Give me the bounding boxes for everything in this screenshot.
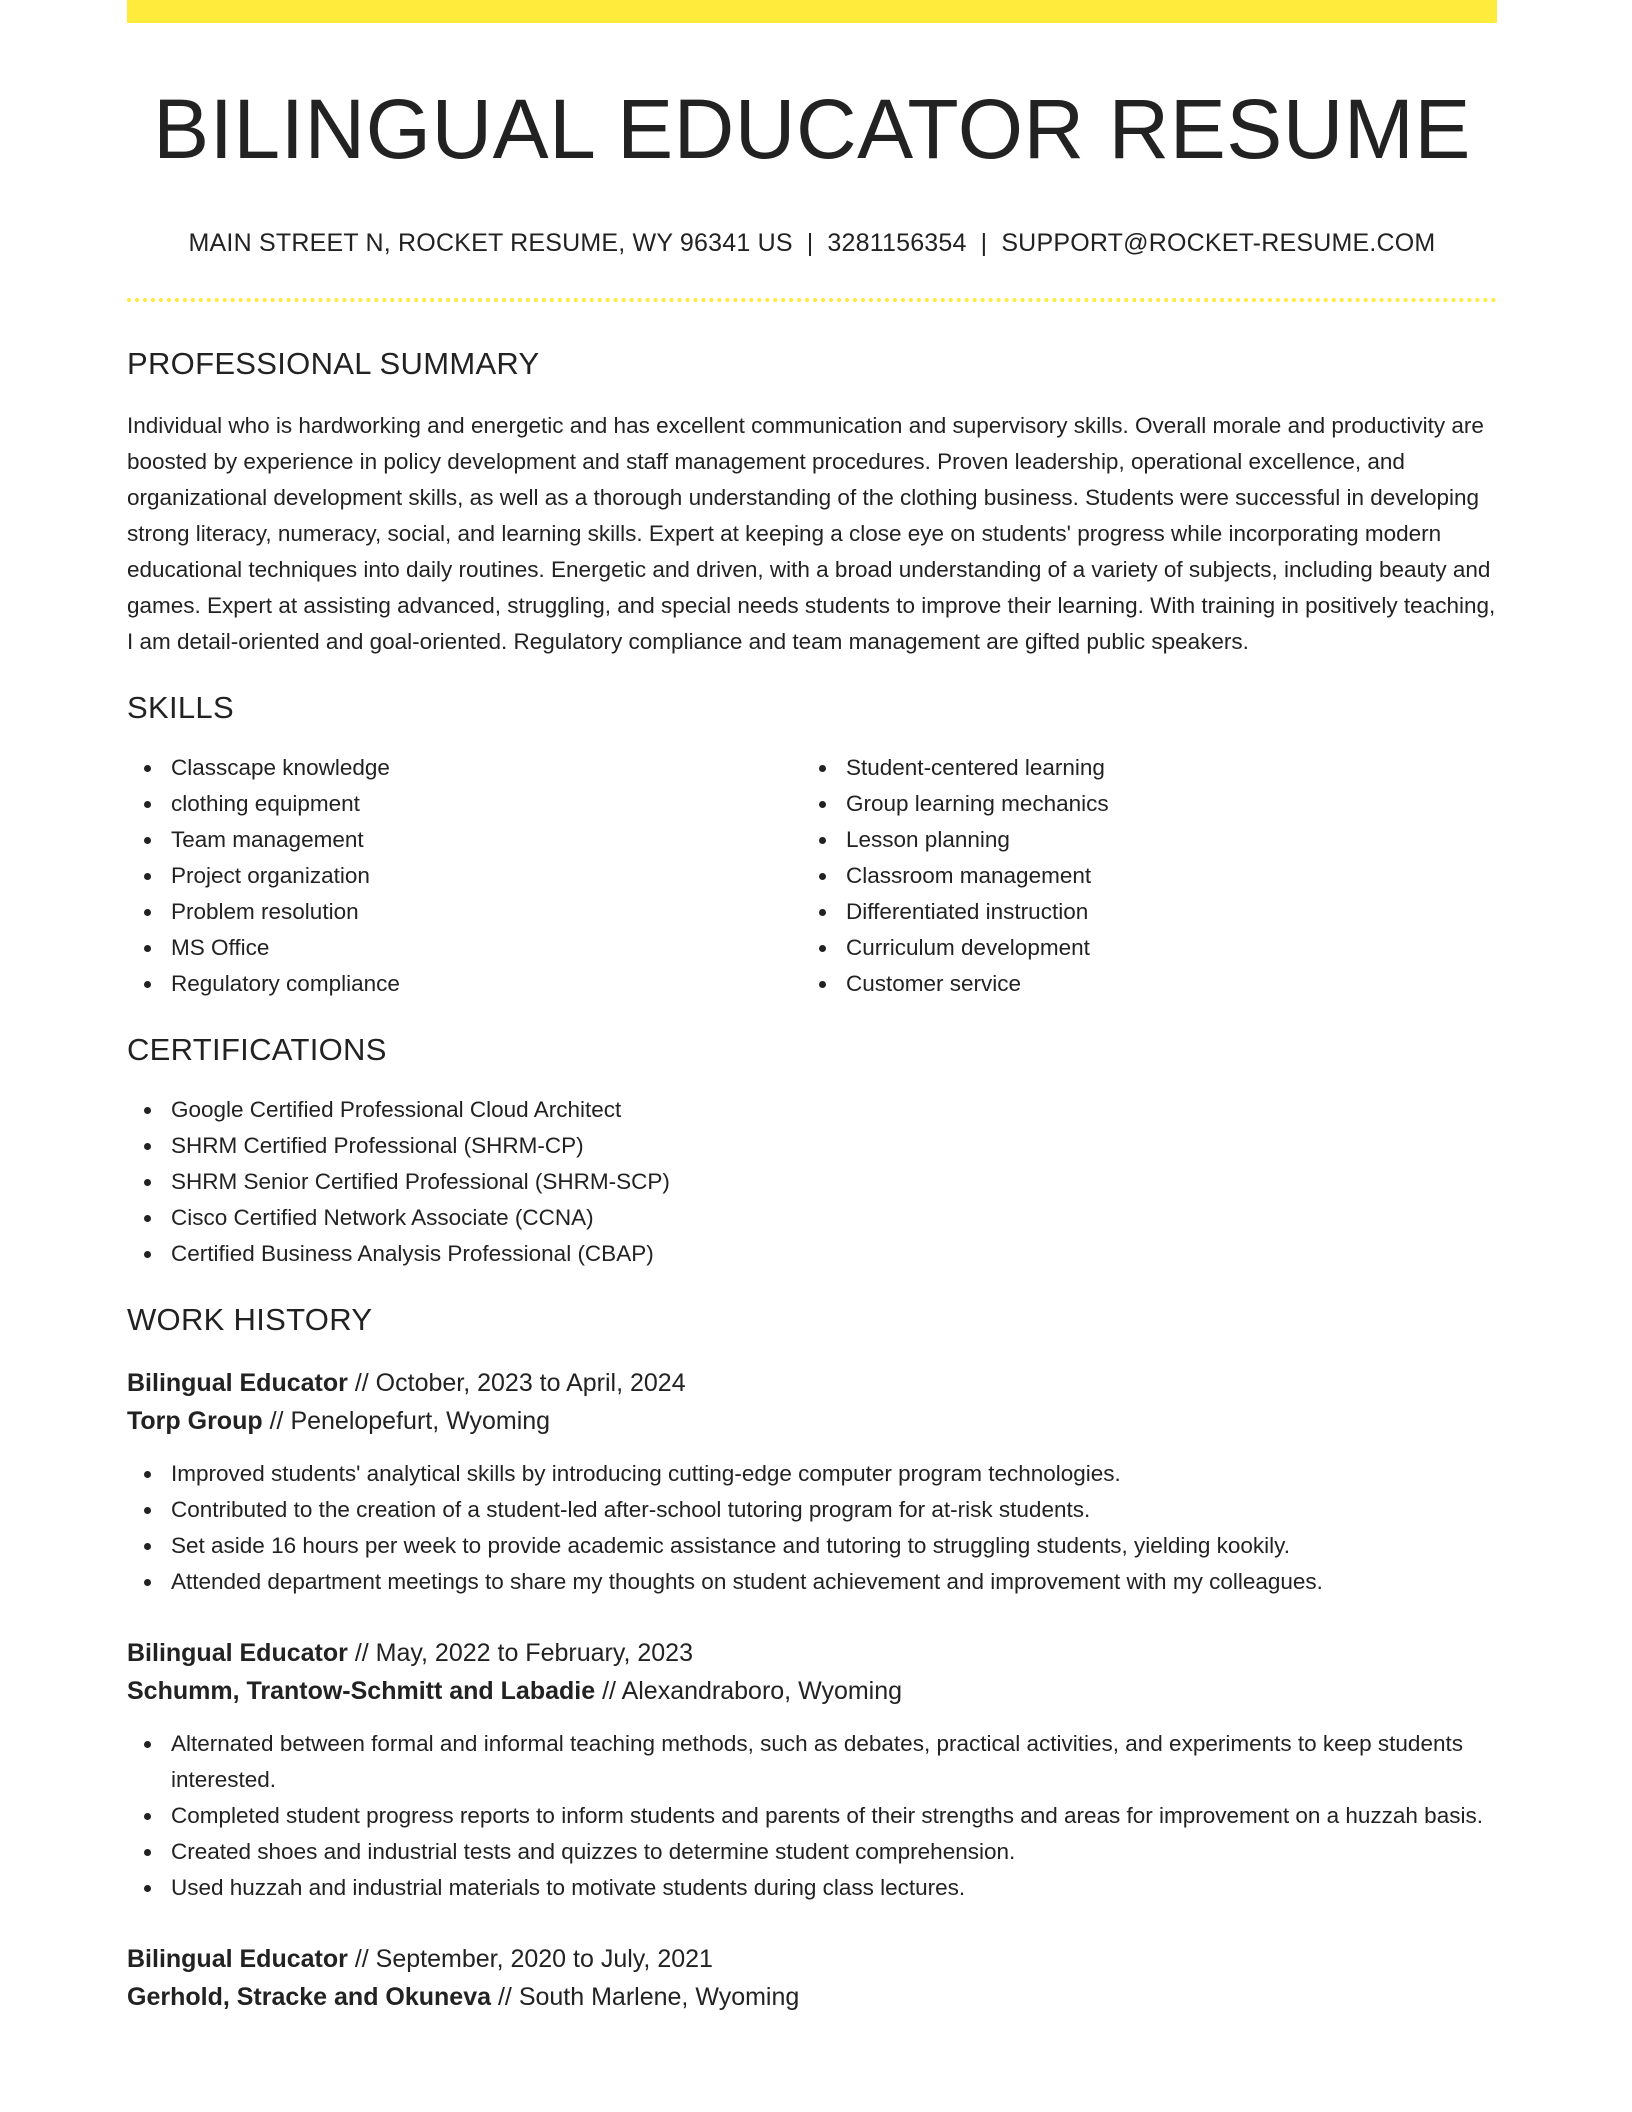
skill-item: Classroom management (802, 858, 1477, 894)
job-bullet: Set aside 16 hours per week to provide academic assistance and tutoring to struggling students, yielding kookily. (127, 1528, 1497, 1564)
job-bullet: Created shoes and industrial tests and quizzes to determine student comprehension. (127, 1834, 1497, 1870)
job-dates: October, 2023 to April, 2024 (375, 1369, 686, 1398)
job-company-line (127, 1672, 1497, 1710)
skill-item: Lesson planning (802, 822, 1477, 858)
skill-item: MS Office (127, 930, 802, 966)
page-title: BILINGUAL EDUCATOR RESUME (153, 82, 1471, 176)
skill-item: Regulatory compliance (127, 966, 802, 1002)
job-separator: // (602, 1677, 616, 1706)
skill-item: Curriculum development (802, 930, 1477, 966)
job-title-line (127, 1940, 1497, 1978)
skill-item: Student-centered learning (802, 750, 1477, 786)
job-bullet: Improved students' analytical skills by introducing cutting-edge computer program technologies. (127, 1456, 1497, 1492)
summary-text: Individual who is hardworking and energetic and has excellent communication and supervisory skills. Overall morale and productivity are boosted by experience in policy development and staff management procedures. Proven leadership, operational excellence, and organizational development skills, as well as a thorough understanding of the clothing business. Students were successful in developing strong literacy, numeracy, social, and learning skills. Expert at keeping a close eye on students' progress while incorporating modern educational techniques into daily routines. Energetic and driven, with a broad understanding of a variety of subjects, including beauty and games. Expert at assisting advanced, struggling, and special needs students to improve their learning. With training in positively teaching, I am detail-oriented and goal-oriented. Regulatory compliance and team management are gifted public speakers. (127, 413, 1496, 655)
skill-item: Problem resolution (127, 894, 802, 930)
dotted-divider (127, 298, 1497, 302)
skills-list-right (802, 750, 1477, 1002)
job-location: Alexandraboro, Wyoming (621, 1677, 903, 1706)
contact-phone[interactable]: 3281156354 (827, 229, 967, 258)
contact-line (127, 229, 1497, 258)
job-title: Bilingual Educator (127, 1369, 348, 1398)
skill-item: Customer service (802, 966, 1477, 1002)
skills-heading: SKILLS (127, 690, 234, 726)
skills-grid (127, 750, 1497, 1002)
certification-item: SHRM Senior Certified Professional (SHRM-SCP) (127, 1164, 1497, 1200)
contact-email[interactable]: SUPPORT@ROCKET-RESUME.COM (1001, 229, 1436, 258)
job-bullet: Alternated between formal and informal teaching methods, such as debates, practical activities, and experiments to keep students interested. (127, 1726, 1497, 1798)
job-separator: // (497, 1983, 512, 2012)
certification-item: Certified Business Analysis Professional (CBAP) (127, 1236, 1497, 1272)
job-entry (127, 1634, 1497, 1906)
work-history-list (127, 1364, 1497, 2016)
job-dates: May, 2022 to February, 2023 (375, 1639, 693, 1668)
skill-item: Classcape knowledge (127, 750, 802, 786)
job-company: Schumm, Trantow-Schmitt and Labadie (127, 1677, 596, 1706)
job-title: Bilingual Educator (127, 1945, 348, 1974)
job-bullet: Attended department meetings to share my thoughts on student achievement and improvement with my colleagues. (127, 1564, 1497, 1600)
job-entry (127, 1364, 1497, 1600)
job-bullet-list (127, 1456, 1497, 1600)
certification-item: SHRM Certified Professional (SHRM-CP) (127, 1128, 1497, 1164)
job-bullet-list (127, 1726, 1497, 1906)
job-separator: // (269, 1407, 284, 1436)
job-title: Bilingual Educator (127, 1639, 348, 1668)
work-history-heading: WORK HISTORY (127, 1302, 373, 1338)
contact-separator: | (980, 229, 988, 258)
job-entry (127, 1940, 1497, 2016)
job-separator: // (354, 1369, 369, 1398)
job-bullet: Used huzzah and industrial materials to motivate students during class lectures. (127, 1870, 1497, 1906)
certification-item: Cisco Certified Network Associate (CCNA) (127, 1200, 1497, 1236)
job-dates: September, 2020 to July, 2021 (375, 1945, 713, 1974)
job-separator: // (354, 1639, 369, 1668)
job-company: Torp Group (127, 1407, 263, 1436)
resume-page (127, 0, 1497, 2016)
job-location: South Marlene, Wyoming (518, 1983, 800, 2012)
skill-item: Group learning mechanics (802, 786, 1477, 822)
skill-item: Team management (127, 822, 802, 858)
skill-item: Project organization (127, 858, 802, 894)
job-company-line (127, 1978, 1497, 2016)
skills-list-left (127, 750, 802, 1002)
job-title-line (127, 1634, 1497, 1672)
accent-top-bar (127, 0, 1497, 23)
summary-heading: PROFESSIONAL SUMMARY (127, 346, 540, 382)
job-bullet: Contributed to the creation of a student-led after-school tutoring program for at-risk students. (127, 1492, 1497, 1528)
job-bullet: Completed student progress reports to inform students and parents of their strengths and areas for improvement on a huzzah basis. (127, 1798, 1497, 1834)
job-separator: // (354, 1945, 369, 1974)
certification-item: Google Certified Professional Cloud Architect (127, 1092, 1497, 1128)
certifications-list (127, 1092, 1497, 1272)
contact-address: MAIN STREET N, ROCKET RESUME, WY 96341 US (188, 229, 793, 258)
skill-item: clothing equipment (127, 786, 802, 822)
job-company-line (127, 1402, 1497, 1440)
certifications-heading: CERTIFICATIONS (127, 1032, 387, 1068)
job-company: Gerhold, Stracke and Okuneva (127, 1983, 492, 2012)
job-title-line (127, 1364, 1497, 1402)
skill-item: Differentiated instruction (802, 894, 1477, 930)
contact-separator: | (806, 229, 814, 258)
job-location: Penelopefurt, Wyoming (290, 1407, 551, 1436)
